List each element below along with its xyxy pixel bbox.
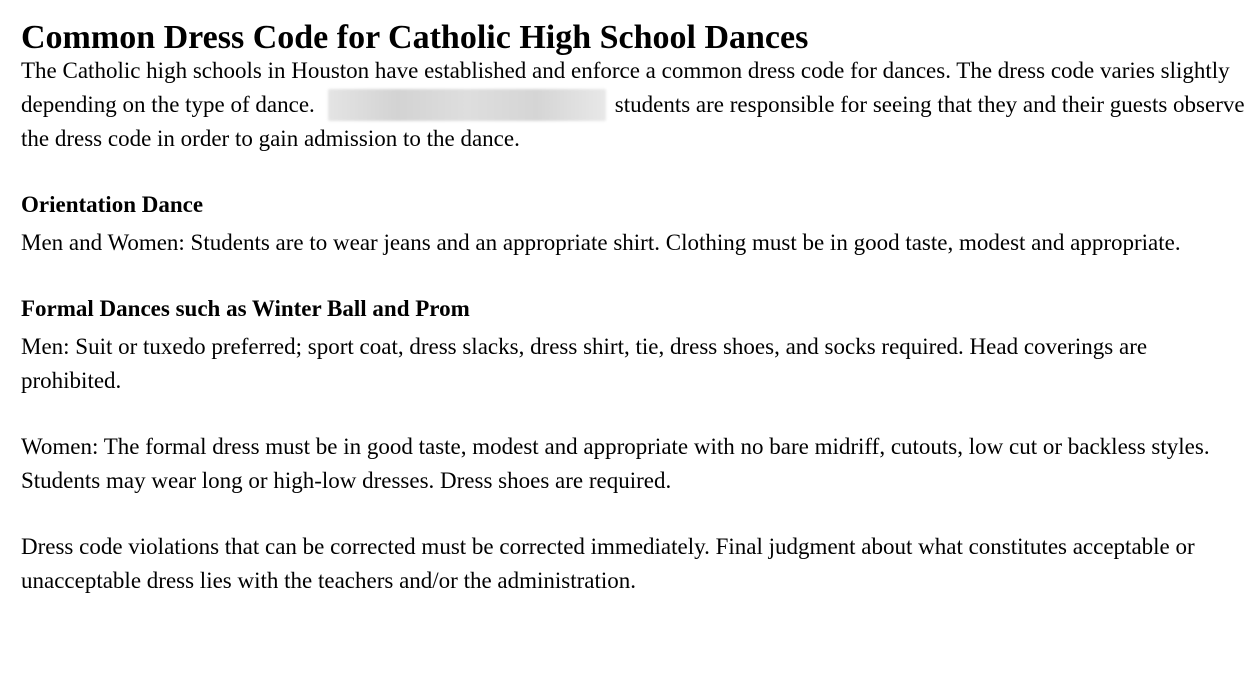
orientation-paragraph: Men and Women: Students are to wear jeans and an appropriate shirt. Clothing must be in good taste, modest and appropriate. xyxy=(21,230,1181,255)
dress-code-violations-paragraph: Dress code violations that can be corrected must be corrected immediately. Final judgment about what constitutes acceptable or unacceptable dress lies with the teachers and/or the administration. xyxy=(21,534,1195,593)
section-heading-orientation: Orientation Dance xyxy=(21,192,204,217)
intro-paragraph xyxy=(21,54,1246,156)
formal-men-paragraph: Men: Suit or tuxedo preferred; sport coat, dress slacks, dress shirt, tie, dress shoes, and socks required. Head coverings are prohibited. xyxy=(21,334,1148,393)
page-title: Common Dress Code for Catholic High School Dances xyxy=(21,19,809,56)
section-heading-formal: Formal Dances such as Winter Ball and Prom xyxy=(21,296,470,321)
redacted-school-name xyxy=(328,89,606,121)
document-page xyxy=(21,18,1246,598)
intro-text-part2: students are responsible for seeing that they and their guests observe the dress code in order to gain admission to the dance. xyxy=(21,92,1245,151)
formal-women-paragraph: Women: The formal dress must be in good taste, modest and appropriate with no bare midriff, cutouts, low cut or backless styles. Students may wear long or high-low dresses. Dress shoes are required. xyxy=(21,434,1210,493)
intro-text-part1: The Catholic high schools in Houston have established and enforce a common dress code for dances. The dress code varies slightly depending on the type of dance. xyxy=(21,58,1230,117)
